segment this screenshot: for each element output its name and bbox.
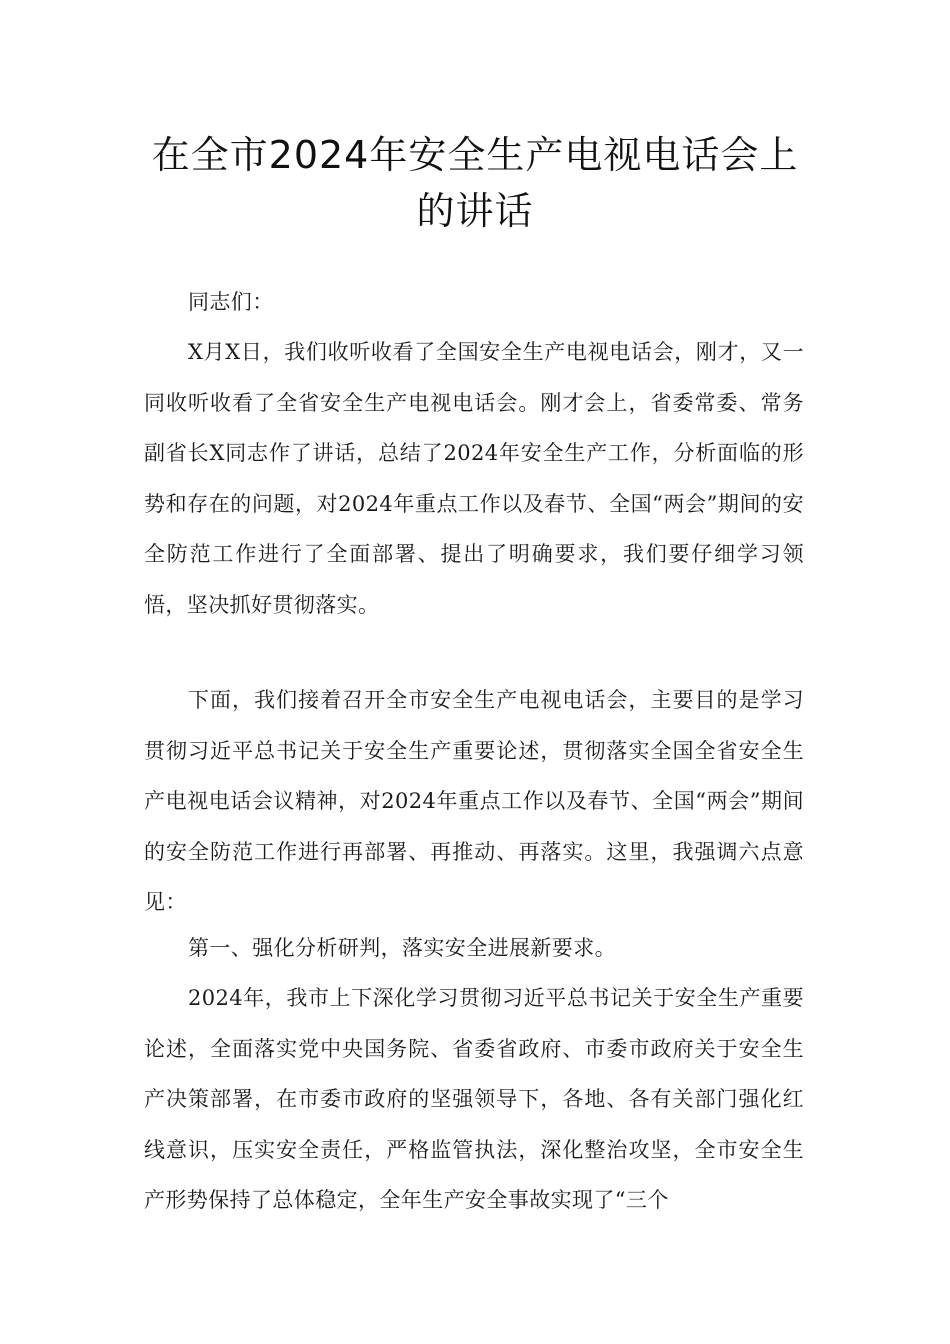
title-line-2: 的讲话 [416,189,534,233]
document-title [130,127,820,239]
paragraph-2: 下面，我们接着召开全市安全生产电视电话会，主要目的是学习贯彻习近平总书记关于安全生产重要论述，贯彻落实全国全省安全生产电视电话会议精神，对2024年重点工作以及春节、全国“两会”期间的安全防范工作进行再部署、再推动、再落实。这里，我强调六点意见： [144,688,804,914]
paragraph-1: X月X日，我们收听收看了全国安全生产电视电话会，刚才，又一同收听收看了全省安全生产电视电话会。刚才会上，省委常委、常务副省长X同志作了讲话，总结了2024年安全生产工作，分析面临的形势和存在的问题，对2024年重点工作以及春节、全国“两会”期间的安全防范工作进行了全面部署、提出了明确要求，我们要仔细学习领悟，坚决抓好贯彻落实。 [144,340,804,617]
title-line-1: 在全市2024年安全生产电视电话会上 [151,133,799,177]
section-heading-1: 第一、强化分析研判，落实安全进展新要求。 [188,936,616,960]
paragraph-3: 2024年，我市上下深化学习贯彻习近平总书记关于安全生产重要论述，全面落实党中央国务院、省委省政府、市委市政府关于安全生产决策部署，在市委市政府的坚强领导下，各地、各有关部门强化红线意识，压实安全责任，严格监管执法，深化整治攻坚，全市安全生产形势保持了总体稳定，全年生产安全事故实现了“三个 [144,986,804,1212]
greeting: 同志们： [188,290,274,314]
